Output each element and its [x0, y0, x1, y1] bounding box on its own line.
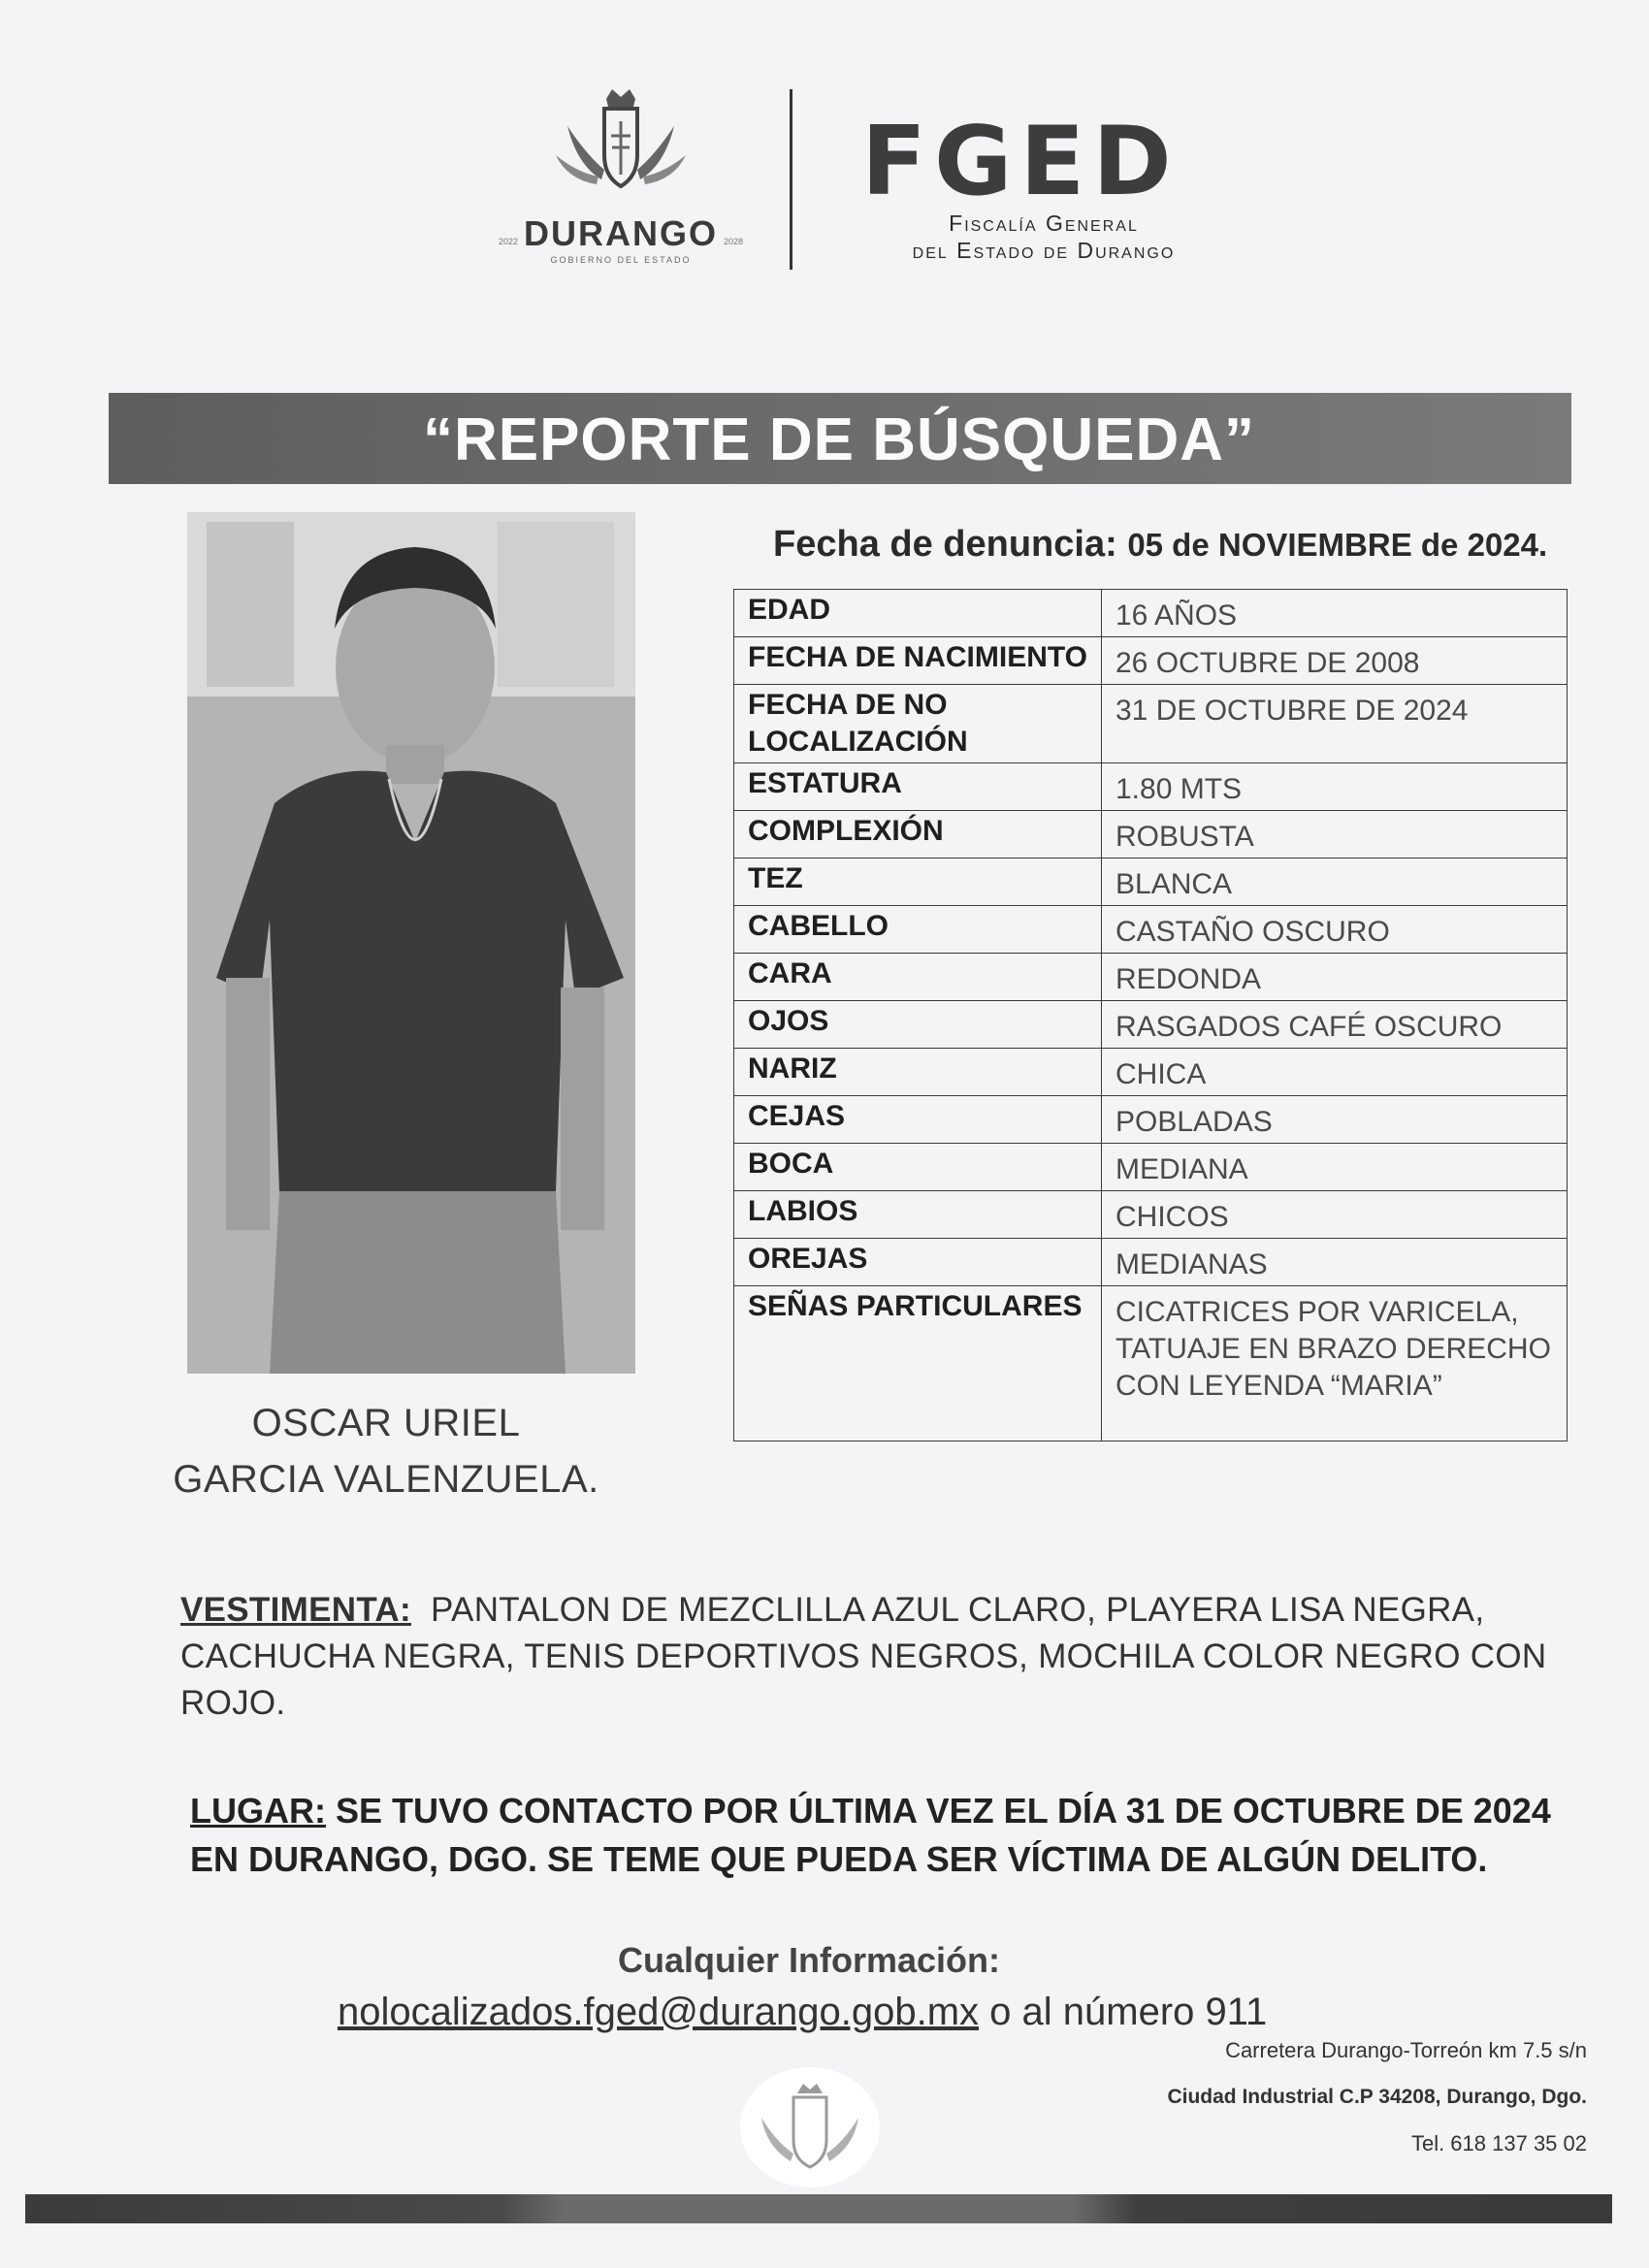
- table-row: [734, 1286, 1568, 1442]
- report-date-value: 05 de NOVIEMBRE de 2024.: [1127, 527, 1548, 563]
- address-phone: Tel. 618 137 35 02: [1410, 2131, 1587, 2155]
- table-row: [734, 1001, 1568, 1049]
- field-label: EDAD: [734, 590, 1102, 637]
- header-divider: [790, 89, 792, 270]
- field-label: NARIZ: [734, 1049, 1102, 1096]
- location-paragraph: [190, 1787, 1568, 1884]
- seal-watermark-icon: [737, 2064, 883, 2195]
- field-value: CICATRICES POR VARICELA, TATUAJE EN BRAZO DERECHO CON LEYENDA “MARIA”: [1102, 1286, 1568, 1442]
- logo-durango-text: DURANGO: [524, 213, 718, 253]
- address-line2: Ciudad Industrial C.P 34208, Durango, Dgo.: [1167, 2086, 1587, 2108]
- table-row: [734, 811, 1568, 859]
- durango-government-logo: [466, 87, 776, 272]
- field-label: OJOS: [734, 1001, 1102, 1049]
- field-value: CHICA: [1102, 1049, 1568, 1096]
- field-value: 1.80 MTS: [1102, 763, 1568, 811]
- footer-bar: [25, 2194, 1612, 2223]
- table-row: [734, 590, 1568, 637]
- logo-year-start: 2022: [498, 236, 518, 246]
- field-label: ESTATURA: [734, 763, 1102, 811]
- table-row: [734, 1144, 1568, 1191]
- clothing-text: PANTALON DE MEZCLILLA AZUL CLARO, PLAYERA LISA NEGRA, CACHUCHA NEGRA, TENIS DEPORTIVOS NEGROS, MOCHILA COLOR NEGRO CON ROJO.: [180, 1591, 1547, 1722]
- field-label: FECHA DE NO LOCALIZACIÓN: [734, 685, 1102, 763]
- person-name-line2: GARCIA VALENZUELA.: [173, 1458, 599, 1501]
- field-label: CARA: [734, 954, 1102, 1001]
- person-name-line1: OSCAR URIEL: [251, 1402, 521, 1444]
- table-row: [734, 637, 1568, 685]
- field-label: CEJAS: [734, 1096, 1102, 1144]
- address-line1: Carretera Durango-Torreón km 7.5 s/n: [1225, 2038, 1587, 2062]
- contact-email-link[interactable]: nolocalizados.fged@durango.gob.mx: [338, 1991, 980, 2033]
- field-value: REDONDA: [1102, 954, 1568, 1001]
- contact-line: [338, 1991, 1267, 2034]
- table-row: [734, 906, 1568, 954]
- table-row: [734, 1096, 1568, 1144]
- contact-phone-text: o al número 911: [989, 1991, 1268, 2033]
- coat-of-arms-icon: [548, 87, 694, 223]
- report-date-label: Fecha de denuncia:: [773, 524, 1117, 565]
- field-value: 31 DE OCTUBRE DE 2024: [1102, 685, 1568, 763]
- field-value: MEDIANA: [1102, 1144, 1568, 1191]
- table-row: [734, 859, 1568, 906]
- logo-year-end: 2028: [724, 236, 744, 246]
- agency-name-line1: Fiscalía General: [949, 211, 1139, 236]
- table-row: [734, 954, 1568, 1001]
- agency-acronym: FGED: [861, 107, 1180, 217]
- field-value: POBLADAS: [1102, 1096, 1568, 1144]
- table-row: [734, 685, 1568, 763]
- location-text: SE TUVO CONTACTO POR ÚLTIMA VEZ EL DÍA 31 DE OCTUBRE DE 2024 EN DURANGO, DGO. SE TEME QUE PUEDA SER VÍCTIMA DE ALGÚN DELITO.: [190, 1791, 1551, 1879]
- field-value: ROBUSTA: [1102, 811, 1568, 859]
- agency-name: [859, 210, 1228, 264]
- logo-subtitle: GOBIERNO DEL ESTADO: [550, 255, 692, 265]
- field-value: BLANCA: [1102, 859, 1568, 906]
- field-label: CABELLO: [734, 906, 1102, 954]
- field-value: MEDIANAS: [1102, 1239, 1568, 1286]
- field-label: LABIOS: [734, 1191, 1102, 1239]
- contact-title: Cualquier Información:: [617, 1940, 1001, 1980]
- table-row: [734, 1239, 1568, 1286]
- field-value: CASTAÑO OSCURO: [1102, 906, 1568, 954]
- field-label: BOCA: [734, 1144, 1102, 1191]
- field-value: 26 OCTUBRE DE 2008: [1102, 637, 1568, 685]
- person-name: [114, 1395, 658, 1507]
- location-label: LUGAR:: [190, 1791, 326, 1831]
- table-row: [734, 1191, 1568, 1239]
- report-title: “REPORTE DE BÚSQUEDA”: [422, 406, 1256, 473]
- field-value: 16 AÑOS: [1102, 590, 1568, 637]
- clothing-paragraph: [180, 1587, 1558, 1727]
- agency-name-line2: del Estado de Durango: [912, 238, 1176, 263]
- field-label: TEZ: [734, 859, 1102, 906]
- table-row: [734, 1049, 1568, 1096]
- clothing-label: VESTIMENTA:: [180, 1591, 411, 1629]
- field-label: FECHA DE NACIMIENTO: [734, 637, 1102, 685]
- field-label: COMPLEXIÓN: [734, 811, 1102, 859]
- address-block: [1167, 2027, 1587, 2167]
- field-value: CHICOS: [1102, 1191, 1568, 1239]
- description-table: [733, 589, 1568, 1442]
- person-photo: [187, 512, 635, 1374]
- table-row: [734, 763, 1568, 811]
- field-value: RASGADOS CAFÉ OSCURO: [1102, 1001, 1568, 1049]
- field-label: SEÑAS PARTICULARES: [734, 1286, 1102, 1442]
- report-date: [773, 524, 1547, 566]
- field-label: OREJAS: [734, 1239, 1102, 1286]
